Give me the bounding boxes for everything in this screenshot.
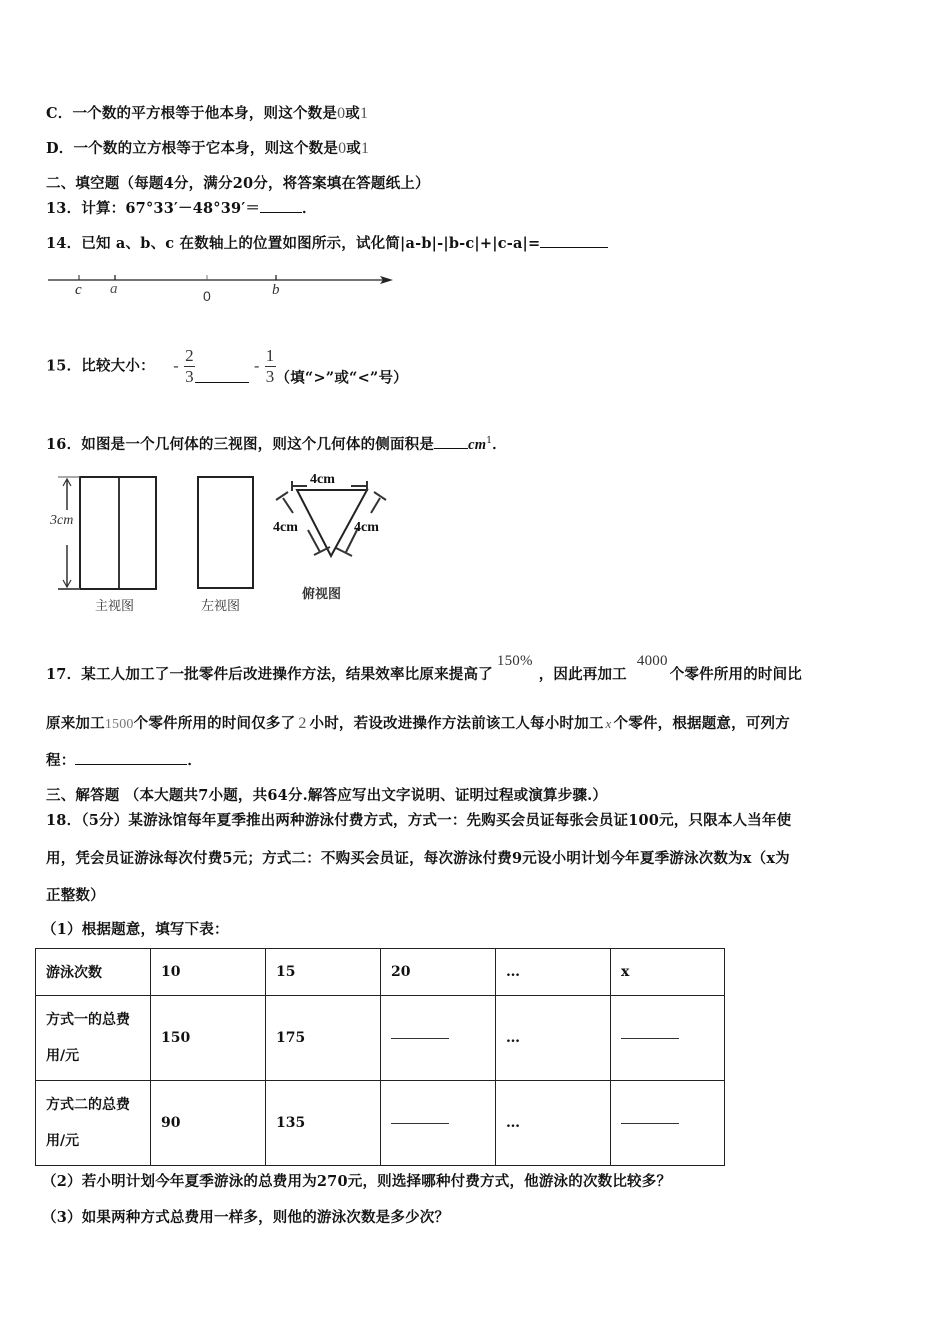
row-label-text: 方式二的总费用/元 xyxy=(46,1097,130,1149)
denominator: 3 xyxy=(265,367,275,386)
question-text: 已知 a、b、c 在数轴上的位置如图所示，试化简|a-b|-|b-c|+|c-a|= xyxy=(81,235,541,252)
front-view-label: 主视图 xyxy=(95,599,135,614)
table-cell: 175 xyxy=(266,996,381,1081)
math-value: 2 xyxy=(298,715,307,732)
question-18-sub-2: （2）若小明计划今年夏季游泳的总费用为270元，则选择哪种付费方式，他游泳的次数比较多？ xyxy=(42,1173,672,1190)
table-cell: 135 xyxy=(266,1081,381,1166)
option-letter: D． xyxy=(46,140,74,157)
table-header-cell: x xyxy=(611,949,725,996)
option-c xyxy=(46,102,368,123)
fraction-right xyxy=(265,346,276,387)
denominator: 3 xyxy=(185,367,194,386)
answer-blank[interactable] xyxy=(75,752,187,765)
number-line-label-a: a xyxy=(110,281,118,297)
cost-table xyxy=(35,948,725,1166)
row-label xyxy=(36,1081,151,1166)
punctuation: ． xyxy=(492,436,507,453)
option-letter: C． xyxy=(46,105,73,122)
top-view-drawing xyxy=(276,481,386,556)
number-line-label-c: c xyxy=(75,282,82,298)
top-view-dimension-left: 4cm xyxy=(273,520,298,535)
question-text: 原来加工 xyxy=(46,715,105,732)
question-number: 14． xyxy=(46,235,82,252)
question-text: （填“>”或“<”号） xyxy=(275,369,408,387)
table-row xyxy=(36,1081,725,1166)
punctuation: ． xyxy=(302,200,317,217)
table-cell: 150 xyxy=(151,996,266,1081)
question-text: 某工人加工了一批零件后改进操作方法，结果效率比原来提高了 xyxy=(81,666,493,683)
table-cell: 90 xyxy=(151,1081,266,1166)
answer-blank[interactable] xyxy=(260,200,302,213)
question-text: 程： xyxy=(46,752,76,769)
question-text: 个零件，根据题意，可列方 xyxy=(613,715,790,732)
punctuation: ． xyxy=(187,752,203,769)
question-text: 计算：67°33′－48°39′＝ xyxy=(81,200,261,217)
table-cell: … xyxy=(496,996,611,1081)
math-value: 0 xyxy=(338,140,347,157)
question-text: 个零件所用的时间比 xyxy=(669,666,803,683)
question-18-sub-3: （3）如果两种方式总费用一样多，则他的游泳次数是多少次？ xyxy=(42,1209,450,1226)
answer-blank[interactable] xyxy=(434,436,468,449)
answer-blank[interactable] xyxy=(621,1122,679,1124)
question-number: 16． xyxy=(46,436,82,453)
math-value: 0 xyxy=(337,105,346,122)
numerator: 2 xyxy=(185,346,194,365)
table-header-row xyxy=(36,949,725,996)
table-cell-blank[interactable] xyxy=(381,996,496,1081)
math-value: 150% xyxy=(496,653,533,669)
question-text: ，因此再加工 xyxy=(538,666,627,683)
option-text: 或 xyxy=(345,105,360,122)
section-heading-fill-in: 二、填空题（每题4分，满分20分，将答案填在答题纸上） xyxy=(46,175,430,192)
number-line-label-b: b xyxy=(272,282,280,298)
question-text: 比较大小： xyxy=(81,357,155,375)
row-label xyxy=(36,996,151,1081)
question-18-line-1: 18．（5分）某游泳馆每年夏季推出两种游泳付费方式，方式一：先购买会员证每张会员证100元，只限本人当年使 xyxy=(46,812,792,829)
fraction-left xyxy=(184,346,195,387)
answer-blank[interactable] xyxy=(195,370,249,383)
question-number: 17． xyxy=(46,666,82,683)
top-view-label: 俯视图 xyxy=(302,587,342,602)
math-value: 1500 xyxy=(104,717,134,732)
question-number: 15． xyxy=(46,357,82,375)
math-value: 4000 xyxy=(636,653,668,669)
table-cell: … xyxy=(496,1081,611,1166)
table-header-cell: 15 xyxy=(266,949,381,996)
option-text: 或 xyxy=(346,140,361,157)
left-view-label: 左视图 xyxy=(201,599,241,614)
unit-exponent: 1 xyxy=(486,436,493,447)
question-number: 13． xyxy=(46,200,82,217)
front-view-dimension: 3cm xyxy=(50,513,74,528)
three-view-figure xyxy=(40,470,400,600)
answer-blank[interactable] xyxy=(391,1037,449,1039)
minus-sign: - xyxy=(254,357,260,375)
question-17-line-1 xyxy=(46,653,803,684)
answer-blank[interactable] xyxy=(391,1122,449,1124)
answer-blank[interactable] xyxy=(540,235,608,248)
section-heading-solve: 三、解答题 （本大题共7小题，共64分.解答应写出文字说明、证明过程或演算步骤.） xyxy=(46,787,608,804)
left-view-drawing xyxy=(198,477,253,588)
question-13 xyxy=(46,197,317,218)
number-line-label-zero: 0 xyxy=(203,288,211,304)
table-header-cell: 20 xyxy=(381,949,496,996)
table-header-cell: 游泳次数 xyxy=(36,949,151,996)
question-text: 如图是一个几何体的三视图，则这个几何体的侧面积是 xyxy=(81,436,435,453)
table-row xyxy=(36,996,725,1081)
math-variable: x xyxy=(605,716,612,731)
table-cell-blank[interactable] xyxy=(611,996,725,1081)
question-18-line-3: 正整数） xyxy=(46,887,105,904)
question-text: 小时，若设改进操作方法前该工人每小时加工 xyxy=(309,715,604,732)
question-16 xyxy=(46,433,507,454)
question-17-line-2 xyxy=(46,712,790,733)
unit: cm xyxy=(468,437,487,453)
question-17-line-3 xyxy=(46,749,202,770)
question-15 xyxy=(46,346,408,399)
minus-sign: - xyxy=(173,357,179,375)
question-18-line-2: 用，凭会员证游泳每次付费5元；方式二：不购买会员证，每次游泳付费9元设小明计划今年夏季游泳次数为x（x为 xyxy=(46,850,790,867)
top-view-dimension-top: 4cm xyxy=(310,472,335,487)
table-cell-blank[interactable] xyxy=(611,1081,725,1166)
answer-blank[interactable] xyxy=(621,1037,679,1039)
math-value: 1 xyxy=(361,140,370,157)
option-d xyxy=(46,137,369,158)
option-text: 一个数的立方根等于它本身，则这个数是 xyxy=(73,140,339,157)
question-18-sub-1: （1）根据题意，填写下表： xyxy=(42,921,229,938)
question-14 xyxy=(46,232,608,253)
table-header-cell: … xyxy=(496,949,611,996)
top-view-dimension-right: 4cm xyxy=(354,520,379,535)
question-text: 个零件所用的时间仅多了 xyxy=(133,715,296,732)
table-header-cell: 10 xyxy=(151,949,266,996)
table-cell-blank[interactable] xyxy=(381,1081,496,1166)
row-label-text: 方式一的总费用/元 xyxy=(46,1012,130,1064)
option-text: 一个数的平方根等于他本身，则这个数是 xyxy=(72,105,338,122)
number-line-figure xyxy=(40,268,410,308)
numerator: 1 xyxy=(265,346,275,365)
front-view-drawing xyxy=(58,477,156,589)
math-value: 1 xyxy=(359,105,369,122)
